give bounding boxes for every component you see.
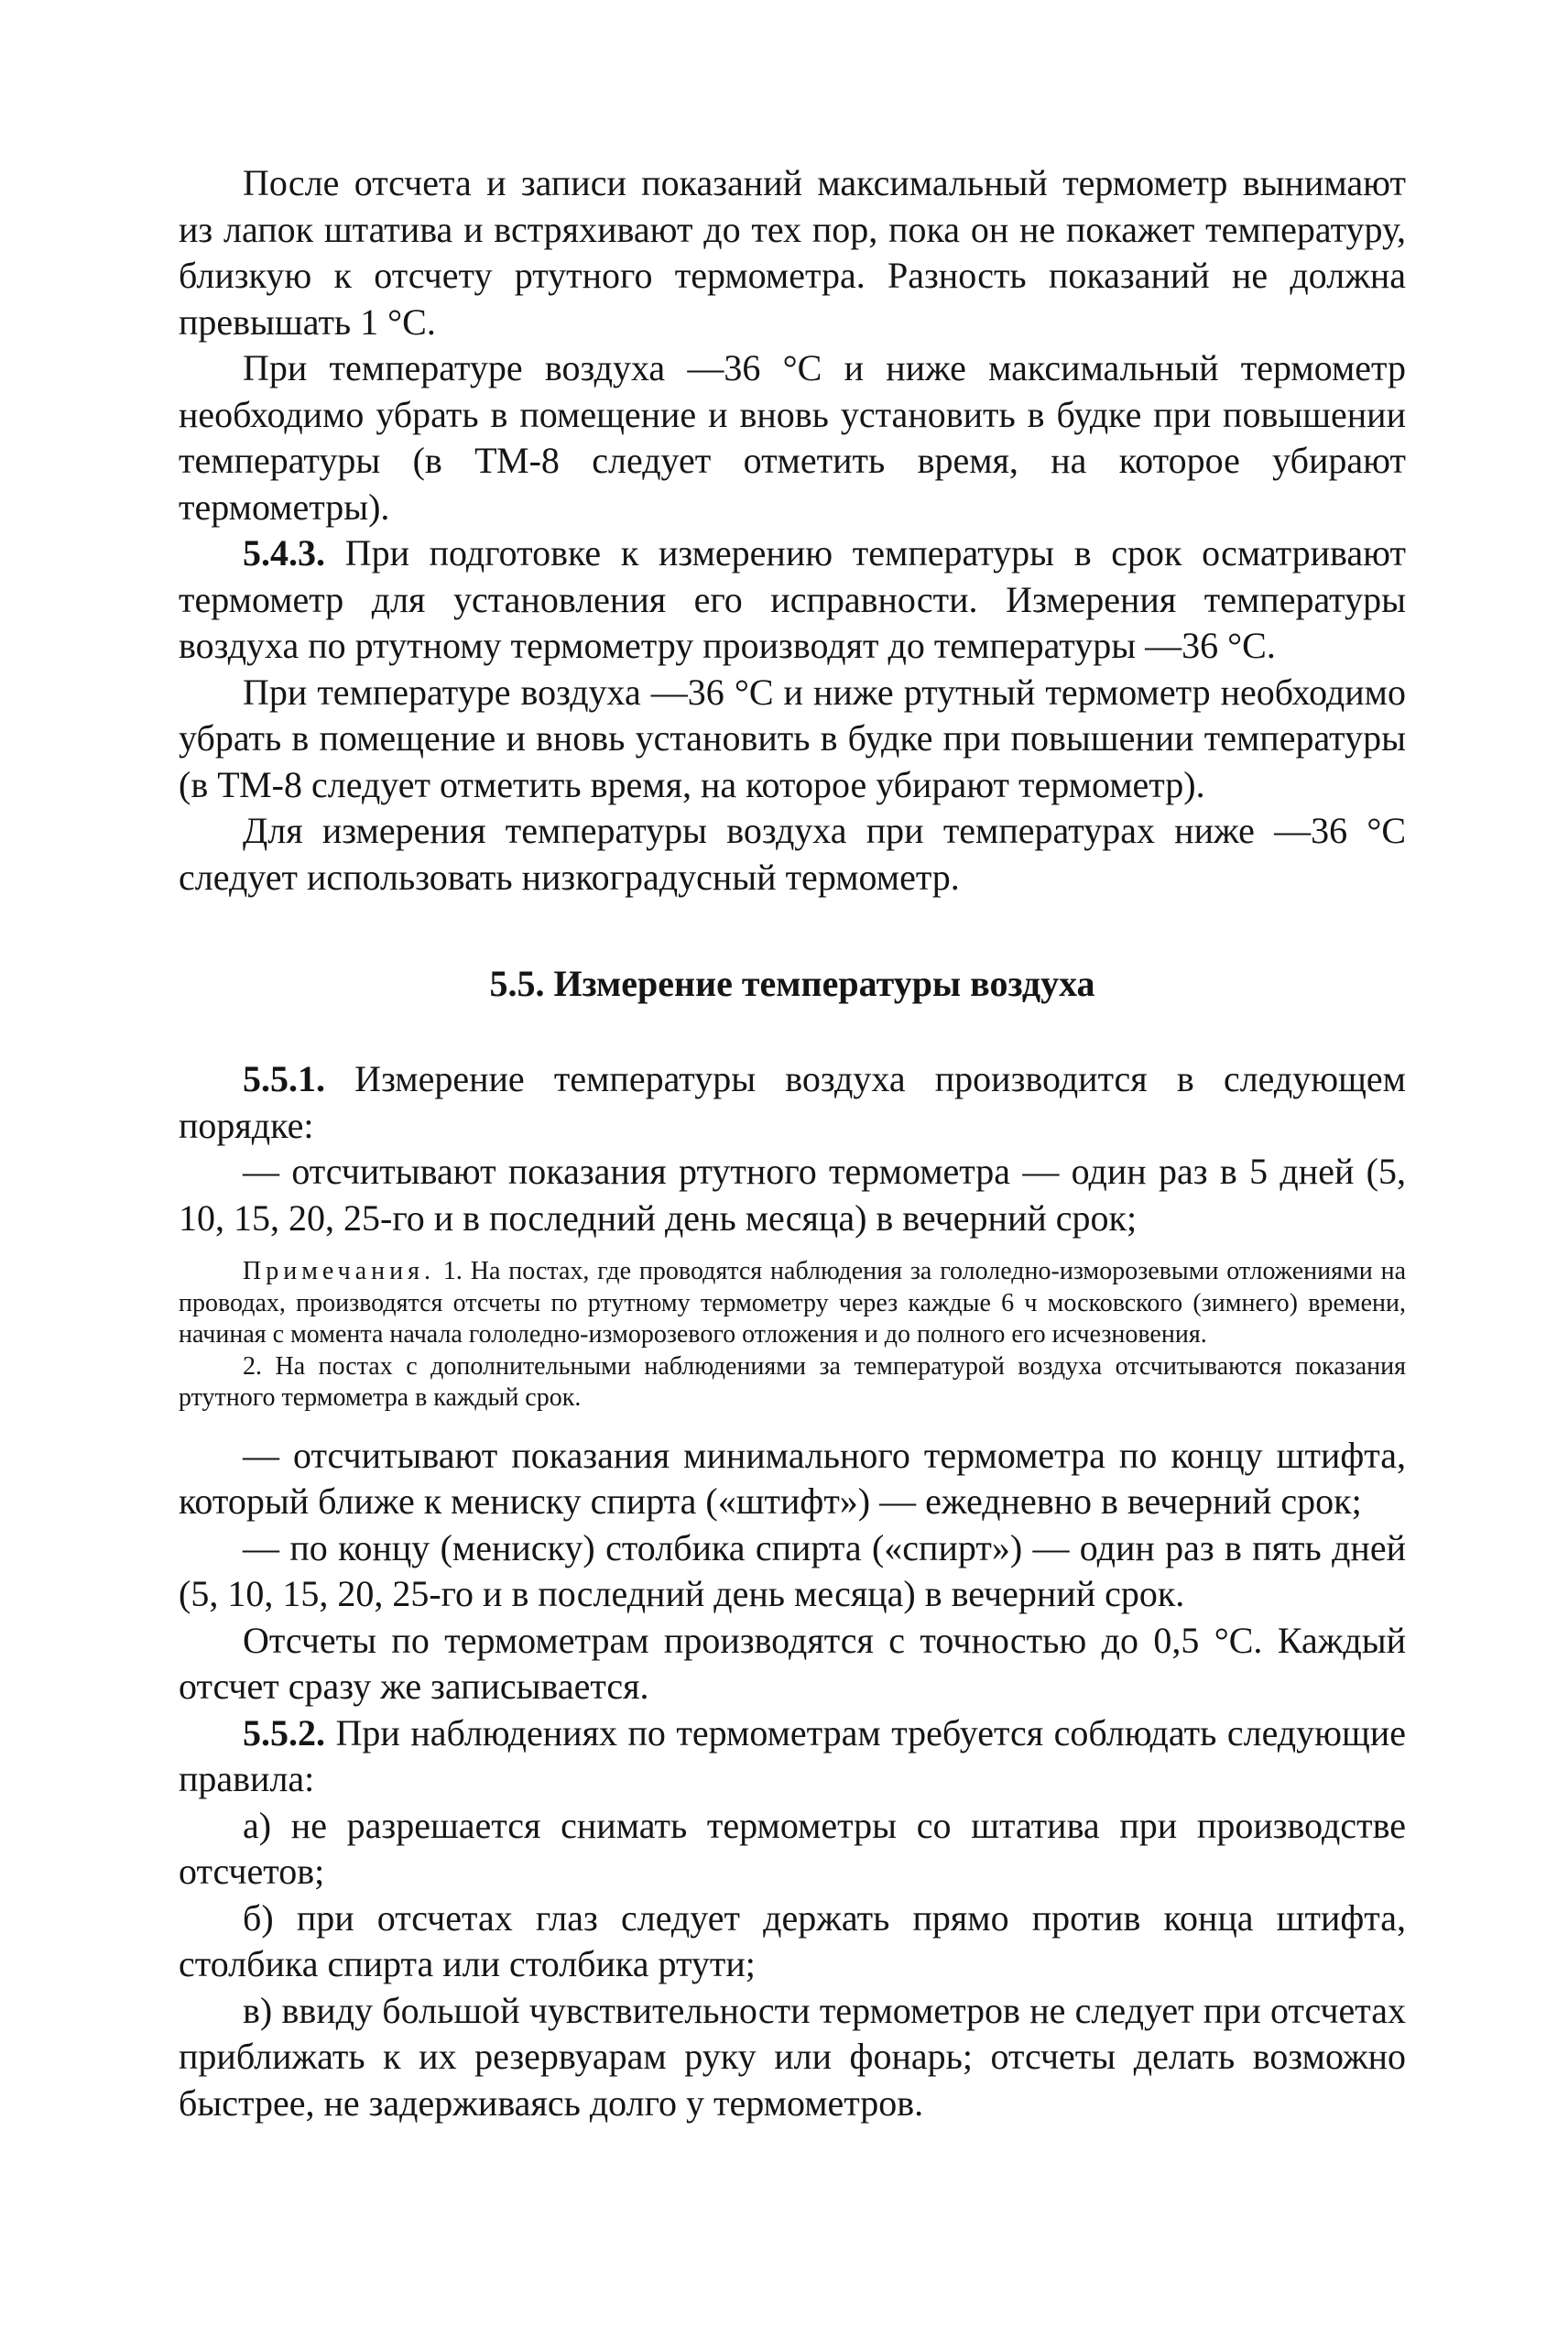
clause-number-5-5-2: 5.5.2.: [243, 1711, 325, 1753]
paragraph-5-4-3: [179, 530, 1406, 670]
list-item-spirit-column: — по концу (мениску) столбика спирта («спирт») — один раз в пять дней (5, 10, 15, 20, 25-го и в последний день месяца) в вечерний срок.: [179, 1526, 1406, 1614]
note-1: [179, 1256, 1406, 1351]
rule-a: а) не разрешается снимать термометры со штатива при производстве отсчетов;: [179, 1804, 1406, 1892]
clause-text-5-5-2: При наблюдениях по термометрам требуется соблюдать следующие правила:: [179, 1711, 1406, 1799]
list-item-minimum-thermometer: — отсчитывают показания минимального термометра по концу штифта, который ближе к мениску спирта («штифт») — ежедневно в вечерний срок;: [179, 1434, 1406, 1522]
paragraph-accuracy: Отсчеты по термометрам производятся с точностью до 0,5 °С. Каждый отсчет сразу же записывается.: [179, 1619, 1406, 1707]
note-1-text: 1. На постах, где проводятся наблюдения за гололедно-изморозевыми отложениями на проводах, производятся отсчеты по ртутному термометру через каждые 6 ч московского (зимнего) времени, начиная с момента начала гололедно-изморозевого отложения и до полного его исчезновения.: [179, 1257, 1406, 1349]
clause-number-5-4-3: 5.4.3.: [243, 532, 325, 574]
intro-paragraph-2: При температуре воздуха —36 °С и ниже максимальный термометр необходимо убрать в помещение и вновь установить в будке при повышении температуры (в ТМ-8 следует отметить время, на которое убирают термометры).: [179, 347, 1406, 528]
list-item-mercury-reading: — отсчитывают показания ртутного термометра — один раз в 5 дней (5, 10, 15, 20, 25-го и в последний день месяца) в вечерний срок;: [179, 1151, 1406, 1239]
paragraph-low-temp-thermometer: Для измерения температуры воздуха при температурах ниже —36 °С следует использовать низкоградусный термометр.: [179, 810, 1406, 898]
paragraph-5-5-2: [179, 1710, 1406, 1803]
section-heading: 5.5. Измерение температуры воздуха: [489, 963, 1095, 1004]
rule-c: в) ввиду большой чувствительности термометров не следует при отсчетах приближать к их резервуарам руку или фонарь; отсчеты делать возможно быстрее, не задерживаясь долго у термометров.: [179, 1989, 1406, 2124]
clause-number-5-5-1: 5.5.1.: [243, 1058, 325, 1099]
notes-block: [179, 1256, 1406, 1415]
paragraph-5-5-1: [179, 1056, 1406, 1149]
paragraph-mercury-removal: При температуре воздуха —36 °С и ниже ртутный термометр необходимо убрать в помещение и вновь установить в будке при повышении температуры (в ТМ-8 следует отметить время, на которое убирают термометр).: [179, 671, 1406, 805]
clause-text-5-5-1: Измерение температуры воздуха производится в следующем порядке:: [179, 1058, 1406, 1146]
intro-paragraph-1: После отсчета и записи показаний максимальный термометр вынимают из лапок штатива и встряхивают до тех пор, пока он не покажет температуру, близкую к отсчету ртутного термометра. Разность показаний не должна превышать 1 °С.: [179, 162, 1406, 343]
notes-label: Примечания.: [243, 1257, 436, 1285]
note-2: 2. На постах с дополнительными наблюдениями за температурой воздуха отсчитываются показания ртутного термометра в каждый срок.: [179, 1351, 1406, 1412]
document-page: [179, 160, 1406, 2126]
clause-text-5-4-3: При подготовке к измерению температуры в срок осматривают термометр для установления его исправности. Измерения температуры воздуха по ртутному термометру производят до температуры —36 °С.: [179, 532, 1406, 666]
rule-b: б) при отсчетах глаз следует держать прямо против конца штифта, столбика спирта или столбика ртути;: [179, 1896, 1406, 1984]
